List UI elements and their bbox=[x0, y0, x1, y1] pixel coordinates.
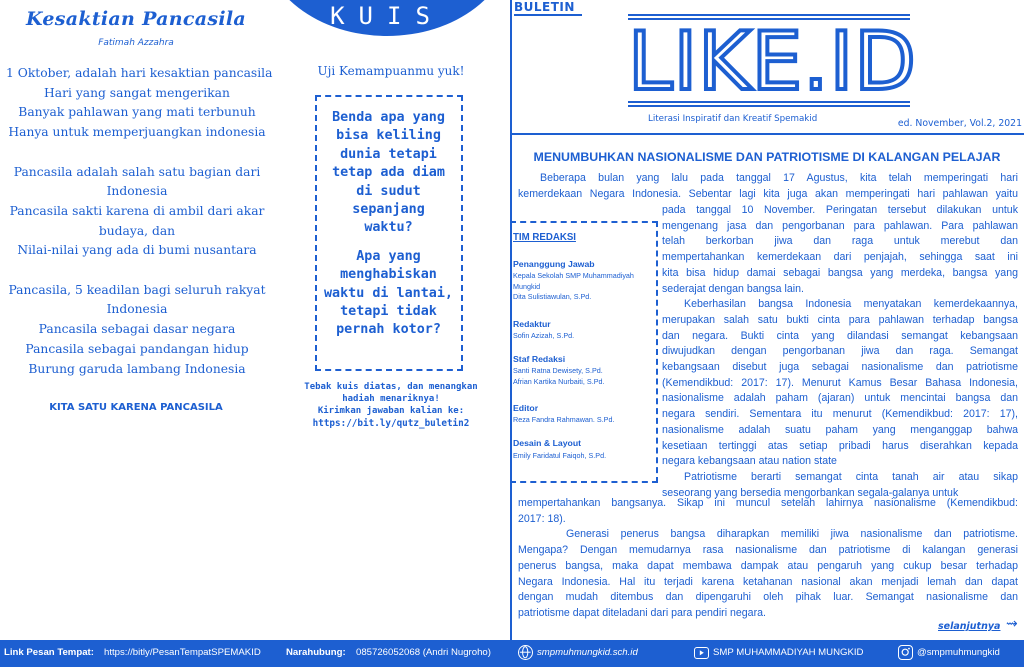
kuis-subtitle: Uji Kemampuanmu yuk! bbox=[317, 64, 465, 78]
article-line: kita bisa hidup damai sebagai bangsa yang merdeka, bangsa yang bbox=[662, 266, 1018, 279]
instagram-icon bbox=[898, 645, 913, 660]
article-line: sederajat dengan bangsa lain. bbox=[662, 282, 804, 295]
header-rule bbox=[510, 133, 1024, 135]
poem-line: Pancasila sakti karena di ambil dari akar bbox=[9, 203, 265, 218]
kuis-note-line: hadiah menariknya! bbox=[342, 394, 440, 405]
quiz-question-1-line: tetap ada diam bbox=[332, 165, 445, 181]
article-line: Patriotisme berarti semangat cinta tanah air atau sikap bbox=[684, 470, 1018, 483]
article-line: (Kemendikbud: 2017: 17). Menurut Kamus Besar Bahasa Indonesia, bbox=[662, 376, 1018, 389]
footer-bar bbox=[0, 640, 1024, 667]
masthead-logo: LIKE.ID bbox=[628, 15, 917, 108]
article-line: negara sendiri. Sementara itu menurut (Kemendikbud: 2017: 17), bbox=[662, 408, 1018, 421]
team-name: Sofin Azizah, S.Pd. bbox=[513, 331, 575, 340]
article-line: 2017: 18). bbox=[518, 512, 566, 525]
poem-stanza bbox=[6, 64, 273, 143]
poem-title: Kesaktian Pancasila bbox=[25, 8, 247, 30]
kuis-answer-link[interactable]: https://bit.ly/qutz_buletin2 bbox=[312, 417, 470, 429]
youtube-icon bbox=[694, 647, 709, 659]
article-line: mempertahankan bangsanya. Sikap ini muncul setelah lahirnya nasionalisme (Kemendikbud: bbox=[518, 497, 1018, 509]
quiz-question-2-line: menghabiskan bbox=[340, 267, 437, 283]
quiz-question-1-line: dunia tetapi bbox=[340, 146, 437, 162]
team-title: TIM REDAKSI bbox=[513, 232, 576, 243]
article-line: pada tanggal 10 November. Peringatan tersebut dilakukan untuk bbox=[662, 204, 1018, 216]
kuis-note bbox=[272, 381, 510, 430]
poem-closing: KITA SATU KARENA PANCASILA bbox=[49, 402, 223, 413]
quiz-question-1-line: Benda apa yang bbox=[332, 110, 445, 125]
quiz-question-1-line: sepanjang bbox=[352, 202, 425, 218]
poem-line: Hari yang sangat mengerikan bbox=[44, 85, 230, 100]
footer-link-label: Link Pesan Tempat: bbox=[4, 647, 94, 658]
article-line: dengan mudah ditembus dan dipengaruhi oleh pihak luar. Semangat nasionalisme dan bbox=[518, 591, 1018, 604]
kuis-title: KUIS bbox=[330, 2, 444, 30]
article-line: patriotisme dapat diteladani dari para pendiri negara. bbox=[518, 606, 766, 619]
buletin-label: BULETIN bbox=[514, 0, 575, 14]
poem-line: Pancasila, 5 keadilan bagi seluruh rakyat bbox=[8, 282, 266, 297]
article-line: diwujudkan dengan pengorbanan jiwa dan raga. Semangat bbox=[662, 345, 1018, 358]
poem-line: 1 Oktober, adalah hari kesaktian pancasila bbox=[6, 66, 273, 80]
footer-youtube[interactable]: SMP MUHAMMADIYAH MUNGKID bbox=[713, 647, 864, 658]
article-line: negara kebangsaan atau nation state bbox=[662, 455, 837, 468]
article-line: kemerdekaan Negara Indonesia. Sebentar lagi kita juga akan memperingati hari pahlawan yaitu bbox=[518, 187, 1018, 200]
next-page-link[interactable]: selanjutnya bbox=[938, 621, 1001, 632]
quiz-question-2-line: tetapi tidak bbox=[340, 304, 437, 320]
poem-stanza bbox=[6, 281, 268, 380]
article-line: telah berkorban jiwa dan raga untuk merebut dan bbox=[662, 235, 1018, 248]
team-role: Desain & Layout bbox=[513, 438, 582, 448]
quiz-question-1-line: waktu? bbox=[364, 220, 413, 236]
team-box bbox=[510, 221, 658, 483]
poem-line: Burung garuda lambang Indonesia bbox=[28, 361, 246, 376]
article-line: nasionalisme adalah paham (ajaran) untuk mencintai bangsa dan bbox=[662, 392, 1018, 405]
team-name: Emily Faridatul Faiqoh, S.Pd. bbox=[513, 451, 607, 460]
footer-contact-label: Narahubung: bbox=[286, 647, 346, 658]
poem-body bbox=[6, 64, 273, 399]
article-line: nasionalisme adalah suatu paham yang menganggap bahwa bbox=[662, 423, 1018, 436]
team-names bbox=[513, 366, 604, 387]
article-line: kebangsaan disebut juga sebagai nasionalisme dan patriotisme bbox=[662, 361, 1018, 374]
quiz-question-2-line: Apa yang bbox=[356, 248, 421, 264]
poem-line: Pancasila sebagai dasar negara bbox=[38, 322, 236, 337]
team-role: Staf Redaksi bbox=[513, 354, 566, 364]
article-line: Generasi penerus bangsa diharapkan memiliki jiwa nasionalisme dan patriotisme. bbox=[566, 528, 1018, 541]
article-line: Keberhasilan bangsa Indonesia menyatakan kemerdekaannya, bbox=[684, 298, 1018, 311]
poem-line: Indonesia bbox=[106, 302, 168, 317]
kuis-note-line: Kirimkan jawaban kalian ke: bbox=[317, 406, 465, 417]
poem-line: Pancasila sebagai pandangan hidup bbox=[25, 341, 249, 356]
footer-contact-value: 085726052068 (Andri Nugroho) bbox=[356, 647, 491, 658]
masthead-tagline: Literasi Inspiratif dan Kreatif Spemakid bbox=[648, 114, 818, 124]
quiz-question-1-line: bisa keliling bbox=[336, 128, 441, 144]
article-line: kesetiaan tertinggi atas setiap pribadi harus diserahkan kepada bbox=[662, 439, 1018, 452]
team-name: Reza Fandra Rahmawan. S.Pd. bbox=[513, 415, 615, 424]
quiz-gap bbox=[317, 238, 460, 248]
team-name: Dita Sulistiawulan, S.Pd. bbox=[513, 292, 592, 301]
poem-stanza bbox=[6, 163, 268, 262]
team-role: Penanggung Jawab bbox=[513, 259, 595, 269]
article-line: seseorang yang bersedia mengorbankan segala-galanya untuk bbox=[662, 486, 959, 499]
article-title: MENUMBUHKAN NASIONALISME DAN PATRIOTISME DI KALANGAN PELAJAR bbox=[533, 150, 1001, 164]
quiz-question-1-line: di sudut bbox=[356, 183, 421, 199]
article-line: Mengapa? Dengan memudarnya rasa nasionalisme dan patriotisme di kalangan generasi bbox=[518, 544, 1018, 557]
team-name: Santi Ratna Dewisety, S.Pd. bbox=[513, 366, 603, 375]
globe-icon bbox=[518, 645, 533, 660]
footer-website[interactable]: smpmuhmungkid.sch.id bbox=[537, 647, 638, 658]
team-names bbox=[513, 271, 634, 303]
article-line: penerus bangsa, maka dapat membawa dampak atau pengaruh yang cukup besar terhadap bbox=[518, 559, 1018, 572]
article-line: merupakan salah satu bukti cinta para pahlawan terhadap bangsa bbox=[662, 313, 1018, 326]
team-name: Afrian Kartika Nurbaiti, S.Pd. bbox=[513, 376, 605, 386]
kuis-note-line: Tebak kuis diatas, dan menangkan bbox=[304, 382, 478, 392]
poem-line: Pancasila adalah salah satu bagian dari bbox=[13, 164, 261, 179]
quiz-question-2-line: waktu di lantai, bbox=[324, 285, 453, 301]
masthead-rule-bottom bbox=[628, 101, 910, 107]
team-role: Editor bbox=[513, 403, 539, 413]
poem-column bbox=[0, 0, 272, 632]
quiz-question-2-line: pernah kotor? bbox=[336, 322, 441, 338]
article-bottom-text bbox=[518, 496, 1018, 622]
edition-label: ed. November, Vol.2, 2021 bbox=[897, 118, 1022, 129]
footer-link-value[interactable]: https://bitly/PesanTempatSPEMAKID bbox=[104, 647, 261, 658]
article-top-text bbox=[518, 171, 1018, 202]
footer-instagram[interactable]: @smpmuhmungkid bbox=[917, 647, 1000, 658]
poem-line: Indonesia bbox=[106, 184, 168, 199]
article-line: Negara Indonesia. Hal itu terjadi karena ketahanan nasional akan menjadi lemah dan dapat bbox=[518, 575, 1018, 588]
article-line: mempertahankan kemerdekaan dari penjajah, sehingga saat ini bbox=[662, 251, 1018, 264]
arrow-right-icon[interactable]: ⇝ bbox=[1006, 616, 1018, 632]
poem-line: Hanya untuk memperjuangkan indonesia bbox=[8, 125, 266, 140]
poem-line: Nilai-nilai yang ada di bumi nusantara bbox=[17, 243, 257, 258]
poem-line: Banyak pahlawan yang mati terbunuh bbox=[18, 105, 256, 120]
poem-author: Fatimah Azzahra bbox=[98, 38, 174, 48]
article-side-text bbox=[662, 203, 1018, 501]
quiz-questions bbox=[317, 109, 460, 340]
team-role: Redaktur bbox=[513, 319, 551, 329]
article-line: mengenang jasa dan pengorbanan para pahlawan. Para pahlawan bbox=[662, 219, 1018, 232]
team-name: Mungkid bbox=[513, 281, 541, 291]
poem-line: budaya, dan bbox=[98, 223, 176, 238]
quiz-box bbox=[315, 95, 463, 371]
team-name: Kepala Sekolah SMP Muhammadiyah bbox=[513, 271, 634, 280]
article-line: dan negara. Bukti cinta yang dilandasi semangat kebangsaan bbox=[662, 329, 1018, 342]
article-line: Beberapa bulan yang lalu pada tanggal 17 Agustus, kita telah memperingati hari bbox=[540, 172, 1018, 184]
buletin-underline bbox=[514, 14, 582, 16]
